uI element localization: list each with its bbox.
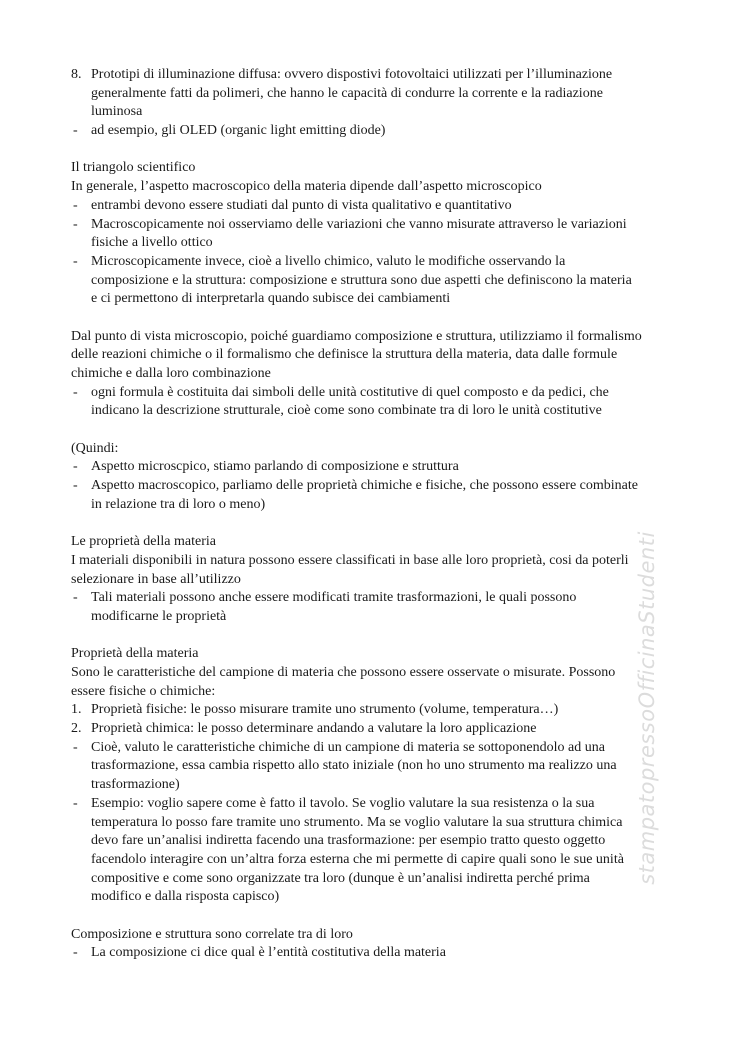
line-text: Prototipi di illuminazione diffusa: ovvero dispostivi fotovoltaici utilizzati per l’illuminazione [91, 67, 613, 82]
text-line [71, 122, 691, 141]
bullet-item [71, 384, 691, 421]
bullet-item [71, 795, 691, 907]
text-line [71, 253, 691, 272]
text-line [71, 870, 691, 889]
line-text: composizione e la struttura: composizione e struttura sono due aspetti che definiscono la materia [91, 272, 632, 288]
line-text: Esempio: voglio sapere come è fatto il tavolo. Se voglio valutare la sua resistenza o la sua [91, 795, 595, 811]
paragraph-spacer [71, 421, 691, 440]
bullet-item [71, 739, 691, 795]
paragraph [71, 159, 691, 196]
bullet-item [71, 477, 691, 514]
line-text: Cioè, valuto le caratteristiche chimiche di un campione di materia se sottoponendolo ad una [91, 739, 605, 755]
watermark: stampatopressoOfficinaStudenti [635, 531, 659, 885]
text-line [71, 440, 691, 459]
text-line [71, 571, 691, 590]
text-line [71, 608, 691, 627]
paragraph [71, 645, 691, 701]
text-line [71, 216, 691, 235]
paragraph-spacer [71, 515, 691, 534]
text-line [71, 832, 691, 851]
line-text: delle reazioni chimiche o il formalismo che definisce la struttura della materia, data dalle formule [71, 347, 618, 363]
line-text: Le proprietà della materia [71, 534, 216, 550]
bullet-item [71, 197, 691, 216]
line-text: compositive e come sono organizzate tra loro (dunque è un’analisi indiretta perché prima [91, 870, 590, 886]
line-text: in relazione tra di loro o meno) [91, 496, 266, 512]
line-text: Aspetto microscpico, stiamo parlando di composizione e struttura [91, 459, 459, 475]
text-line [71, 234, 691, 253]
bullet-marker: - [73, 384, 78, 400]
line-text: modifico e dalla risposta capisco) [91, 889, 280, 905]
paragraph [71, 440, 691, 459]
paragraph [71, 926, 691, 945]
line-text: selezionare in base all’utilizzo [71, 571, 241, 587]
text-line [71, 384, 691, 403]
text-line [71, 683, 691, 702]
text-line [71, 85, 691, 104]
line-text: Composizione e struttura sono correlate tra di loro [71, 926, 353, 942]
text-line [71, 552, 691, 571]
text-line [71, 795, 691, 814]
text-line [71, 645, 691, 664]
line-text: Macroscopicamente noi osserviamo delle variazioni che vanno misurate attraverso le variazioni [91, 216, 627, 232]
line-text: In generale, l’aspetto macroscopico della materia dipende dall’aspetto microscopico [71, 179, 542, 195]
line-text: luminosa [91, 104, 143, 120]
bullet-item [71, 944, 691, 963]
bullet-marker: - [73, 459, 78, 475]
bullet-marker: - [73, 197, 78, 213]
bullet-item [71, 253, 691, 309]
text-line [71, 159, 691, 178]
bullet-marker: - [73, 253, 78, 269]
line-text: fisiche a livello ottico [91, 235, 213, 251]
text-line [71, 328, 691, 347]
text-line [71, 290, 691, 309]
line-text: Tali materiali possono anche essere modificati tramite trasformazioni, le quali possono [91, 590, 577, 606]
line-text: temperatura lo posso fare tramite uno strumento. Ma se voglio valutare la sua struttura chimica [91, 814, 623, 830]
text-line [71, 589, 691, 608]
bullet-marker: - [73, 739, 78, 755]
line-text: trasformazione) [91, 777, 180, 793]
text-line [71, 888, 691, 907]
line-text: Sono le caratteristiche del campione di materia che possono essere osservate o misurate. Possono [71, 665, 616, 680]
bullet-marker: - [73, 590, 78, 606]
line-text: ogni formula è costituita dai simboli delle unità costitutive di quel composto e da pedici, che [91, 384, 609, 400]
line-text: Proprietà fisiche: le posso misurare tramite uno strumento (volume, temperatura…) [91, 702, 559, 718]
paragraph [71, 533, 691, 589]
text-line [71, 272, 691, 291]
line-text: I materiali disponibili in natura possono essere classificati in base alle loro proprietà, cosi da poterli [71, 552, 629, 568]
paragraph-spacer [71, 309, 691, 328]
line-text: entrambi devono essere studiati dal punto di vista qualitativo e quantitativo [91, 197, 512, 213]
bullet-item [71, 589, 691, 626]
numbered-item [71, 66, 691, 122]
text-line [71, 103, 691, 122]
line-text: e ci permettono di interpretarla quando subisce dei cambiamenti [91, 291, 451, 307]
line-text: Proprietà della materia [71, 646, 199, 662]
text-line [71, 720, 691, 739]
text-line [71, 496, 691, 515]
bullet-marker: - [73, 123, 78, 139]
bullet-marker: - [73, 216, 78, 232]
bullet-item [71, 122, 691, 141]
text-line [71, 477, 691, 496]
line-text: (Quindi: [71, 440, 119, 456]
text-line [71, 757, 691, 776]
numbered-item [71, 720, 691, 739]
line-text: Aspetto macroscopico, parliamo delle proprietà chimiche e fisiche, che possono essere combinate [91, 478, 638, 494]
line-text: trasformazione, essa cambia rispetto allo stato iniziale (non ho uno strumento ma realizzo una [91, 758, 617, 774]
bullet-marker: - [73, 478, 78, 494]
text-line [71, 197, 691, 216]
text-line [71, 944, 691, 963]
text-line [71, 178, 691, 197]
text-line [71, 739, 691, 758]
line-text: Microscopicamente invece, cioè a livello chimico, valuto le modifiche osservando la [91, 253, 566, 269]
text-line [71, 926, 691, 945]
bullet-item [71, 458, 691, 477]
paragraph-spacer [71, 627, 691, 646]
text-line [71, 533, 691, 552]
line-text: Proprietà chimica: le posso determinare andando a valutare la loro applicazione [91, 721, 537, 737]
line-text: chimiche e dalla loro combinazione [71, 366, 271, 381]
text-line [71, 365, 691, 384]
bullet-item [71, 216, 691, 253]
line-text: facendolo interagire con un’altra forza esterna che mi permette di capire quali sono le sue unità [91, 851, 624, 867]
list-number: 2. [71, 721, 82, 737]
line-text: Dal punto di vista microscopio, poiché guardiamo composizione e struttura, utilizziamo il formalismo [71, 328, 642, 344]
text-line [71, 66, 691, 85]
text-line [71, 851, 691, 870]
line-text: indicano la descrizione strutturale, cioè come sono combinate tra di loro le unità costitutive [91, 403, 602, 419]
line-text: modificarne le proprietà [91, 608, 227, 624]
line-text: essere fisiche o chimiche: [71, 683, 216, 699]
bullet-marker: - [73, 945, 78, 961]
text-line [71, 776, 691, 795]
list-number: 8. [71, 67, 82, 82]
bullet-marker: - [73, 795, 78, 811]
list-number: 1. [71, 702, 82, 718]
line-text: generalmente fatti da polimeri, che hanno le capacità di condurre la corrente e la radiazione [91, 85, 603, 101]
numbered-item [71, 701, 691, 720]
paragraph-spacer [71, 141, 691, 160]
line-text: Il triangolo scientifico [71, 160, 196, 176]
text-line [71, 346, 691, 365]
paragraph [71, 328, 691, 384]
text-line [71, 701, 691, 720]
line-text: ad esempio, gli OLED (organic light emitting diode) [91, 123, 386, 139]
text-line [71, 664, 691, 683]
text-line [71, 814, 691, 833]
line-text: devo fare un’analisi indiretta facendo una trasformazione: per esempio tratto questo oggetto [91, 833, 606, 849]
text-line [71, 458, 691, 477]
line-text: La composizione ci dice qual è l’entità costitutiva della materia [91, 945, 446, 961]
text-line [71, 402, 691, 421]
document-page [71, 66, 691, 963]
paragraph-spacer [71, 907, 691, 926]
